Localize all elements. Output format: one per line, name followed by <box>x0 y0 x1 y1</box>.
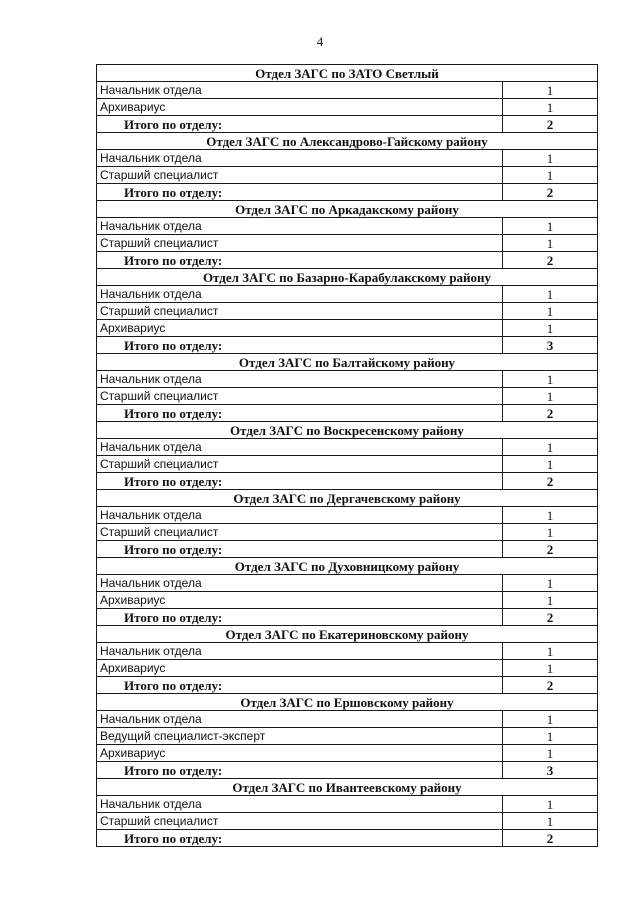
position-count: 1 <box>503 439 598 456</box>
total-value: 2 <box>503 184 598 201</box>
total-label: Итого по отделу: <box>97 762 503 779</box>
table-row <box>97 303 598 320</box>
position-name: Старший специалист <box>97 813 503 830</box>
position-count: 1 <box>503 592 598 609</box>
section-total-row <box>97 252 598 269</box>
section-header-row <box>97 65 598 82</box>
position-name: Начальник отдела <box>97 643 503 660</box>
position-name: Начальник отдела <box>97 150 503 167</box>
position-count: 1 <box>503 796 598 813</box>
total-label: Итого по отделу: <box>97 830 503 847</box>
position-count: 1 <box>503 388 598 405</box>
position-name: Старший специалист <box>97 388 503 405</box>
section-header-row <box>97 779 598 796</box>
table-row <box>97 235 598 252</box>
staffing-table-body <box>97 65 598 847</box>
total-label: Итого по отделу: <box>97 184 503 201</box>
section-title: Отдел ЗАГС по Ивантеевскому району <box>97 779 598 796</box>
total-label: Итого по отделу: <box>97 337 503 354</box>
position-name: Начальник отдела <box>97 796 503 813</box>
position-count: 1 <box>503 167 598 184</box>
total-value: 2 <box>503 473 598 490</box>
section-title: Отдел ЗАГС по Ершовскому району <box>97 694 598 711</box>
total-value: 2 <box>503 677 598 694</box>
position-count: 1 <box>503 218 598 235</box>
position-count: 1 <box>503 643 598 660</box>
total-label: Итого по отделу: <box>97 609 503 626</box>
position-name: Ведущий специалист-эксперт <box>97 728 503 745</box>
position-name: Начальник отдела <box>97 82 503 99</box>
total-value: 2 <box>503 252 598 269</box>
total-label: Итого по отделу: <box>97 473 503 490</box>
table-row <box>97 660 598 677</box>
position-name: Архивариус <box>97 320 503 337</box>
position-name: Начальник отдела <box>97 286 503 303</box>
position-name: Начальник отдела <box>97 711 503 728</box>
section-total-row <box>97 762 598 779</box>
position-name: Архивариус <box>97 592 503 609</box>
position-name: Начальник отдела <box>97 507 503 524</box>
section-total-row <box>97 405 598 422</box>
table-row <box>97 711 598 728</box>
section-header-row <box>97 626 598 643</box>
table-row <box>97 813 598 830</box>
table-row <box>97 82 598 99</box>
section-total-row <box>97 116 598 133</box>
total-value: 2 <box>503 116 598 133</box>
section-header-row <box>97 201 598 218</box>
position-name: Начальник отдела <box>97 371 503 388</box>
section-title: Отдел ЗАГС по Духовницкому району <box>97 558 598 575</box>
position-count: 1 <box>503 660 598 677</box>
position-count: 1 <box>503 575 598 592</box>
table-row <box>97 456 598 473</box>
section-title: Отдел ЗАГС по Александрово-Гайскому району <box>97 133 598 150</box>
total-value: 2 <box>503 609 598 626</box>
position-count: 1 <box>503 150 598 167</box>
section-total-row <box>97 541 598 558</box>
section-total-row <box>97 337 598 354</box>
table-row <box>97 643 598 660</box>
position-name: Старший специалист <box>97 167 503 184</box>
table-row <box>97 728 598 745</box>
table-row <box>97 320 598 337</box>
position-name: Архивариус <box>97 99 503 116</box>
position-name: Начальник отдела <box>97 575 503 592</box>
total-label: Итого по отделу: <box>97 541 503 558</box>
section-title: Отдел ЗАГС по Балтайскому району <box>97 354 598 371</box>
total-value: 2 <box>503 830 598 847</box>
position-name: Старший специалист <box>97 303 503 320</box>
position-count: 1 <box>503 507 598 524</box>
page-number: 4 <box>316 34 324 49</box>
position-count: 1 <box>503 303 598 320</box>
table-row <box>97 507 598 524</box>
position-count: 1 <box>503 524 598 541</box>
table-row <box>97 592 598 609</box>
position-count: 1 <box>503 99 598 116</box>
position-count: 1 <box>503 286 598 303</box>
section-title: Отдел ЗАГС по Дергачевскому району <box>97 490 598 507</box>
table-row <box>97 796 598 813</box>
section-title: Отдел ЗАГС по Екатериновскому району <box>97 626 598 643</box>
position-count: 1 <box>503 813 598 830</box>
position-name: Старший специалист <box>97 456 503 473</box>
table-row <box>97 439 598 456</box>
position-count: 1 <box>503 82 598 99</box>
position-name: Старший специалист <box>97 235 503 252</box>
table-row <box>97 388 598 405</box>
section-header-row <box>97 490 598 507</box>
total-label: Итого по отделу: <box>97 252 503 269</box>
total-value: 2 <box>503 541 598 558</box>
section-header-row <box>97 558 598 575</box>
section-title: Отдел ЗАГС по Базарно-Карабулакскому району <box>97 269 598 286</box>
section-total-row <box>97 473 598 490</box>
position-count: 1 <box>503 745 598 762</box>
section-title: Отдел ЗАГС по Воскресенскому району <box>97 422 598 439</box>
position-name: Начальник отдела <box>97 439 503 456</box>
position-name: Старший специалист <box>97 524 503 541</box>
position-count: 1 <box>503 728 598 745</box>
section-header-row <box>97 694 598 711</box>
position-name: Архивариус <box>97 745 503 762</box>
section-title: Отдел ЗАГС по ЗАТО Светлый <box>97 65 598 82</box>
position-count: 1 <box>503 456 598 473</box>
section-header-row <box>97 422 598 439</box>
position-name: Начальник отдела <box>97 218 503 235</box>
section-total-row <box>97 677 598 694</box>
position-count: 1 <box>503 235 598 252</box>
section-title: Отдел ЗАГС по Аркадакскому району <box>97 201 598 218</box>
table-row <box>97 524 598 541</box>
position-name: Архивариус <box>97 660 503 677</box>
position-count: 1 <box>503 320 598 337</box>
position-count: 1 <box>503 371 598 388</box>
section-total-row <box>97 830 598 847</box>
total-value: 3 <box>503 337 598 354</box>
section-header-row <box>97 133 598 150</box>
total-label: Итого по отделу: <box>97 405 503 422</box>
total-value: 2 <box>503 405 598 422</box>
section-header-row <box>97 269 598 286</box>
table-row <box>97 286 598 303</box>
position-count: 1 <box>503 711 598 728</box>
total-label: Итого по отделу: <box>97 677 503 694</box>
section-header-row <box>97 354 598 371</box>
section-total-row <box>97 184 598 201</box>
table-row <box>97 150 598 167</box>
table-row <box>97 99 598 116</box>
table-row <box>97 218 598 235</box>
table-row <box>97 745 598 762</box>
total-label: Итого по отделу: <box>97 116 503 133</box>
total-value: 3 <box>503 762 598 779</box>
section-total-row <box>97 609 598 626</box>
table-row <box>97 575 598 592</box>
table-row <box>97 371 598 388</box>
table-row <box>97 167 598 184</box>
staffing-table <box>96 64 598 847</box>
